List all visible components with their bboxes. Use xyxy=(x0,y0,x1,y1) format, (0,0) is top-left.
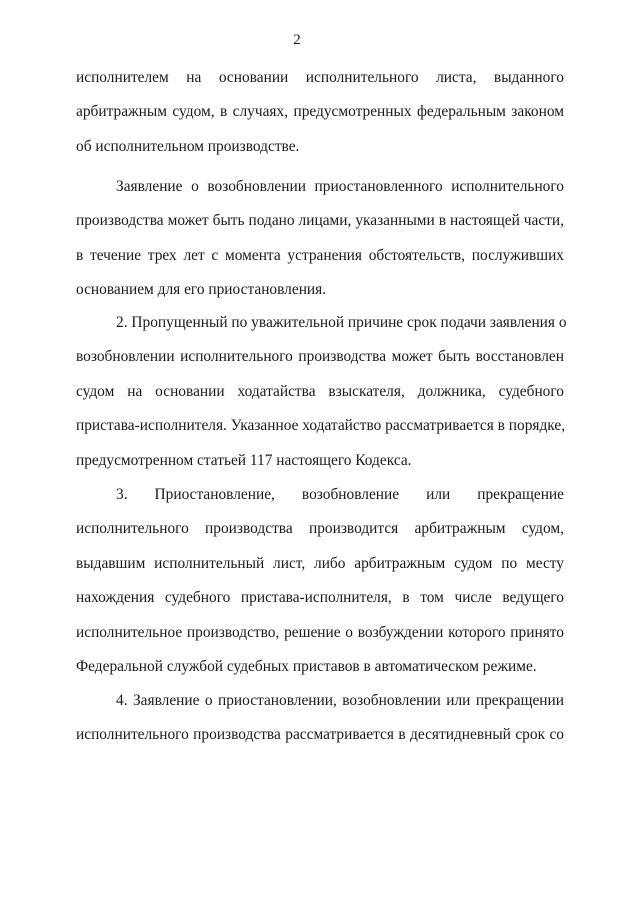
paragraph-resumption-application xyxy=(76,170,564,308)
paragraph-item-3 xyxy=(76,478,564,684)
paragraph-continuation xyxy=(76,61,564,164)
text-line: арбитражным судом, в случаях, предусмотренных федеральным законом xyxy=(76,103,564,121)
text-line: 4. Заявление о приостановлении, возобновлении или прекращении xyxy=(116,692,564,709)
paragraph-item-4 xyxy=(76,684,564,753)
text-line: нахождения судебного пристава-исполнителя, в том числе ведущего xyxy=(76,589,564,607)
text-line: возобновлении исполнительного производства может быть восстановлен xyxy=(76,348,564,366)
paragraph-item-2 xyxy=(76,306,567,478)
text-line: предусмотренном статьей 117 настоящего Кодекса. xyxy=(76,451,412,469)
text-line: 2. Пропущенный по уважительной причине срок подачи заявления о xyxy=(116,314,567,331)
text-line: выдавшим исполнительный лист, либо арбитражным судом по месту xyxy=(76,554,564,572)
text-line: пристава-исполнителя. Указанное ходатайство рассматривается в порядке, xyxy=(76,417,566,435)
text-line: исполнительного производства рассматривается в десятидневный срок со xyxy=(76,726,564,744)
text-line: судом на основании ходатайства взыскателя, должника, судебного xyxy=(76,382,564,400)
text-line: Федеральной службой судебных приставов в автоматическом режиме. xyxy=(76,657,537,675)
text-line: исполнительное производство, решение о возбуждении которого принято xyxy=(76,623,564,641)
page-number: 2 xyxy=(293,32,301,48)
text-line: основанием для его приостановления. xyxy=(76,281,327,299)
text-line: в течение трех лет с момента устранения обстоятельств, послуживших xyxy=(76,246,564,264)
text-line: исполнительного производства производится арбитражным судом, xyxy=(76,520,564,538)
text-line: 3. Приостановление, возобновление или прекращение xyxy=(116,486,564,503)
text-line: Заявление о возобновлении приостановленного исполнительного xyxy=(116,178,564,195)
text-line: исполнителем на основании исполнительного листа, выданного xyxy=(76,69,564,86)
text-line: производства может быть подано лицами, указанными в настоящей части, xyxy=(76,212,564,230)
text-line: об исполнительном производстве. xyxy=(76,137,300,155)
